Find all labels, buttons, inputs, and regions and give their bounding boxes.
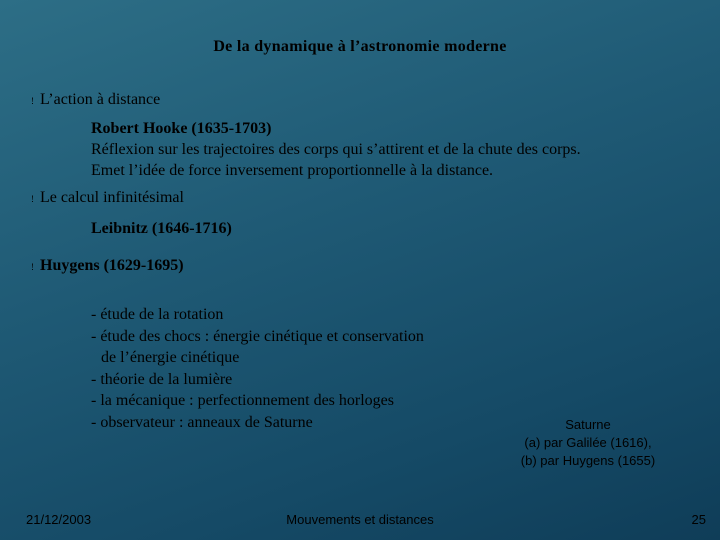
hooke-line-2: Emet l’idée de force inversement proportionnelle à la distance. — [91, 162, 494, 179]
hooke-block — [91, 118, 581, 181]
caption-line-3: (b) par Huygens (1655) — [520, 453, 656, 468]
leibnitz-name: Leibnitz (1646-1716) — [91, 220, 232, 237]
page-number: 25 — [691, 512, 706, 527]
caption-line-1: Saturne — [565, 417, 611, 432]
hooke-name: Robert Hooke (1635-1703) — [91, 120, 272, 137]
list-item: de l’énergie cinétique — [101, 349, 240, 366]
bullet-action-distance — [31, 91, 160, 109]
bullet-heading: Huygens (1629-1695) — [40, 257, 184, 274]
footer-date: 21/12/2003 — [26, 512, 92, 527]
list-item: - théorie de la lumière — [91, 370, 233, 388]
hooke-line-1: Réflexion sur les trajectoires des corps qui s’attirent et de la chute des corps. — [91, 141, 581, 158]
bullet-heading: Le calcul infinitésimal — [40, 189, 184, 206]
bullet-heading: L’action à distance — [40, 91, 161, 108]
bullet-icon: ! — [31, 96, 34, 106]
bullet-icon: ! — [31, 262, 34, 272]
footer-title: Mouvements et distances — [286, 512, 434, 527]
list-item: - étude des chocs : énergie cinétique et conservation — [91, 327, 424, 345]
slide-title: De la dynamique à l’astronomie moderne — [213, 38, 507, 55]
saturn-caption — [498, 416, 678, 470]
bullet-icon: ! — [31, 194, 34, 204]
list-item: - la mécanique : perfectionnement des horloges — [91, 392, 394, 409]
list-item: - observateur : anneaux de Saturne — [91, 413, 313, 431]
list-item: - étude de la rotation — [91, 306, 224, 323]
huygens-list — [91, 304, 424, 433]
bullet-calcul — [31, 189, 184, 207]
caption-line-2: (a) par Galilée (1616), — [524, 435, 652, 450]
bullet-huygens — [31, 257, 184, 275]
